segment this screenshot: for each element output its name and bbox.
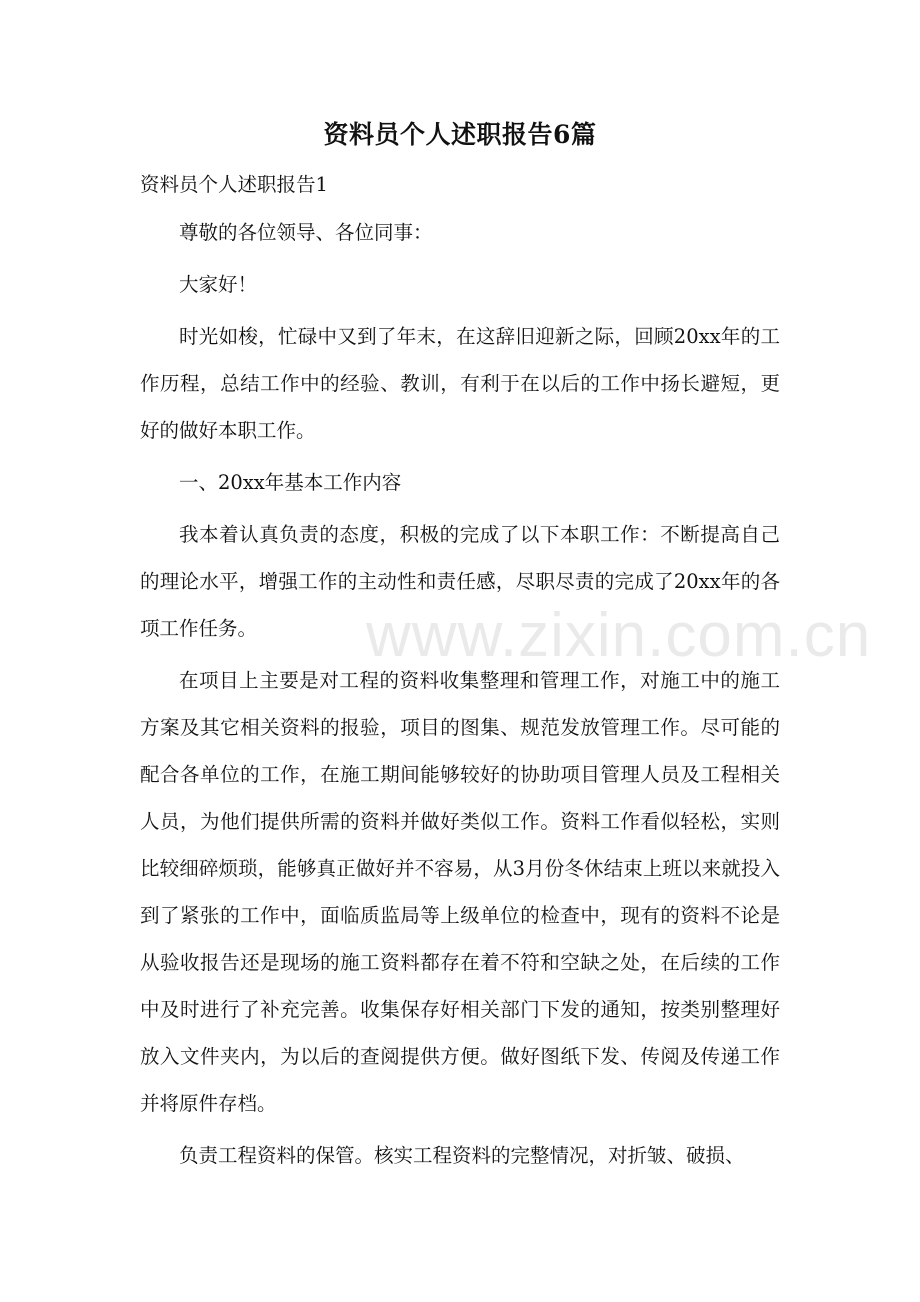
paragraph-intro: 时光如梭，忙碌中又到了年末，在这辞旧迎新之际，回顾20xx年的工作历程，总结工作中的经验、教训，有利于在以后的工作中扬长避短，更好的做好本职工作。 — [140, 325, 780, 442]
paragraph-work-attitude: 我本着认真负责的态度，积极的完成了以下本职工作：不断提高自己的理论水平，增强工作的主动性和责任感，尽职尽责的完成了20xx年的各项工作任务。 — [140, 523, 780, 640]
paragraph-heading-basic-work: 一、20xx年基本工作内容 — [179, 471, 402, 494]
section-title: 资料员个人述职报告1 — [140, 173, 328, 196]
paragraph-salutation: 大家好！ — [179, 273, 258, 296]
document-title: 资料员个人述职报告6篇 — [323, 120, 597, 149]
paragraph-greeting: 尊敬的各位领导、各位同事： — [179, 221, 433, 244]
watermark: www.zixin.com.cn — [366, 601, 872, 670]
paragraph-project-work: 在项目上主要是对工程的资料收集整理和管理工作，对施工中的施工方案及其它相关资料的报验，项目的图集、规范发放管理工作。尽可能的配合各单位的工作，在施工期间能够较好的协助项目管理人员及工程相关人员，为他们提供所需的资料并做好类似工作。资料工作看似轻松，实则比较细碎烦琐，能够真正做好并不容易，从3月份冬休结束上班以来就投入到了紧张的工作中，面临质监局等上级单位的检查中，现有的资料不论是从验收报告还是现场的施工资料都存在着不符和空缺之处，在后续的工作中及时进行了补充完善。收集保存好相关部门下发的通知，按类别整理好放入文件夹内，为以后的查阅提供方便。做好图纸下发、传阅及传递工作并将原件存档。 — [140, 669, 780, 1115]
document-body — [140, 209, 872, 1184]
paragraph-archive-keeping: 负责工程资料的保管。核实工程资料的完整情况，对折皱、破损、 — [179, 1144, 745, 1167]
